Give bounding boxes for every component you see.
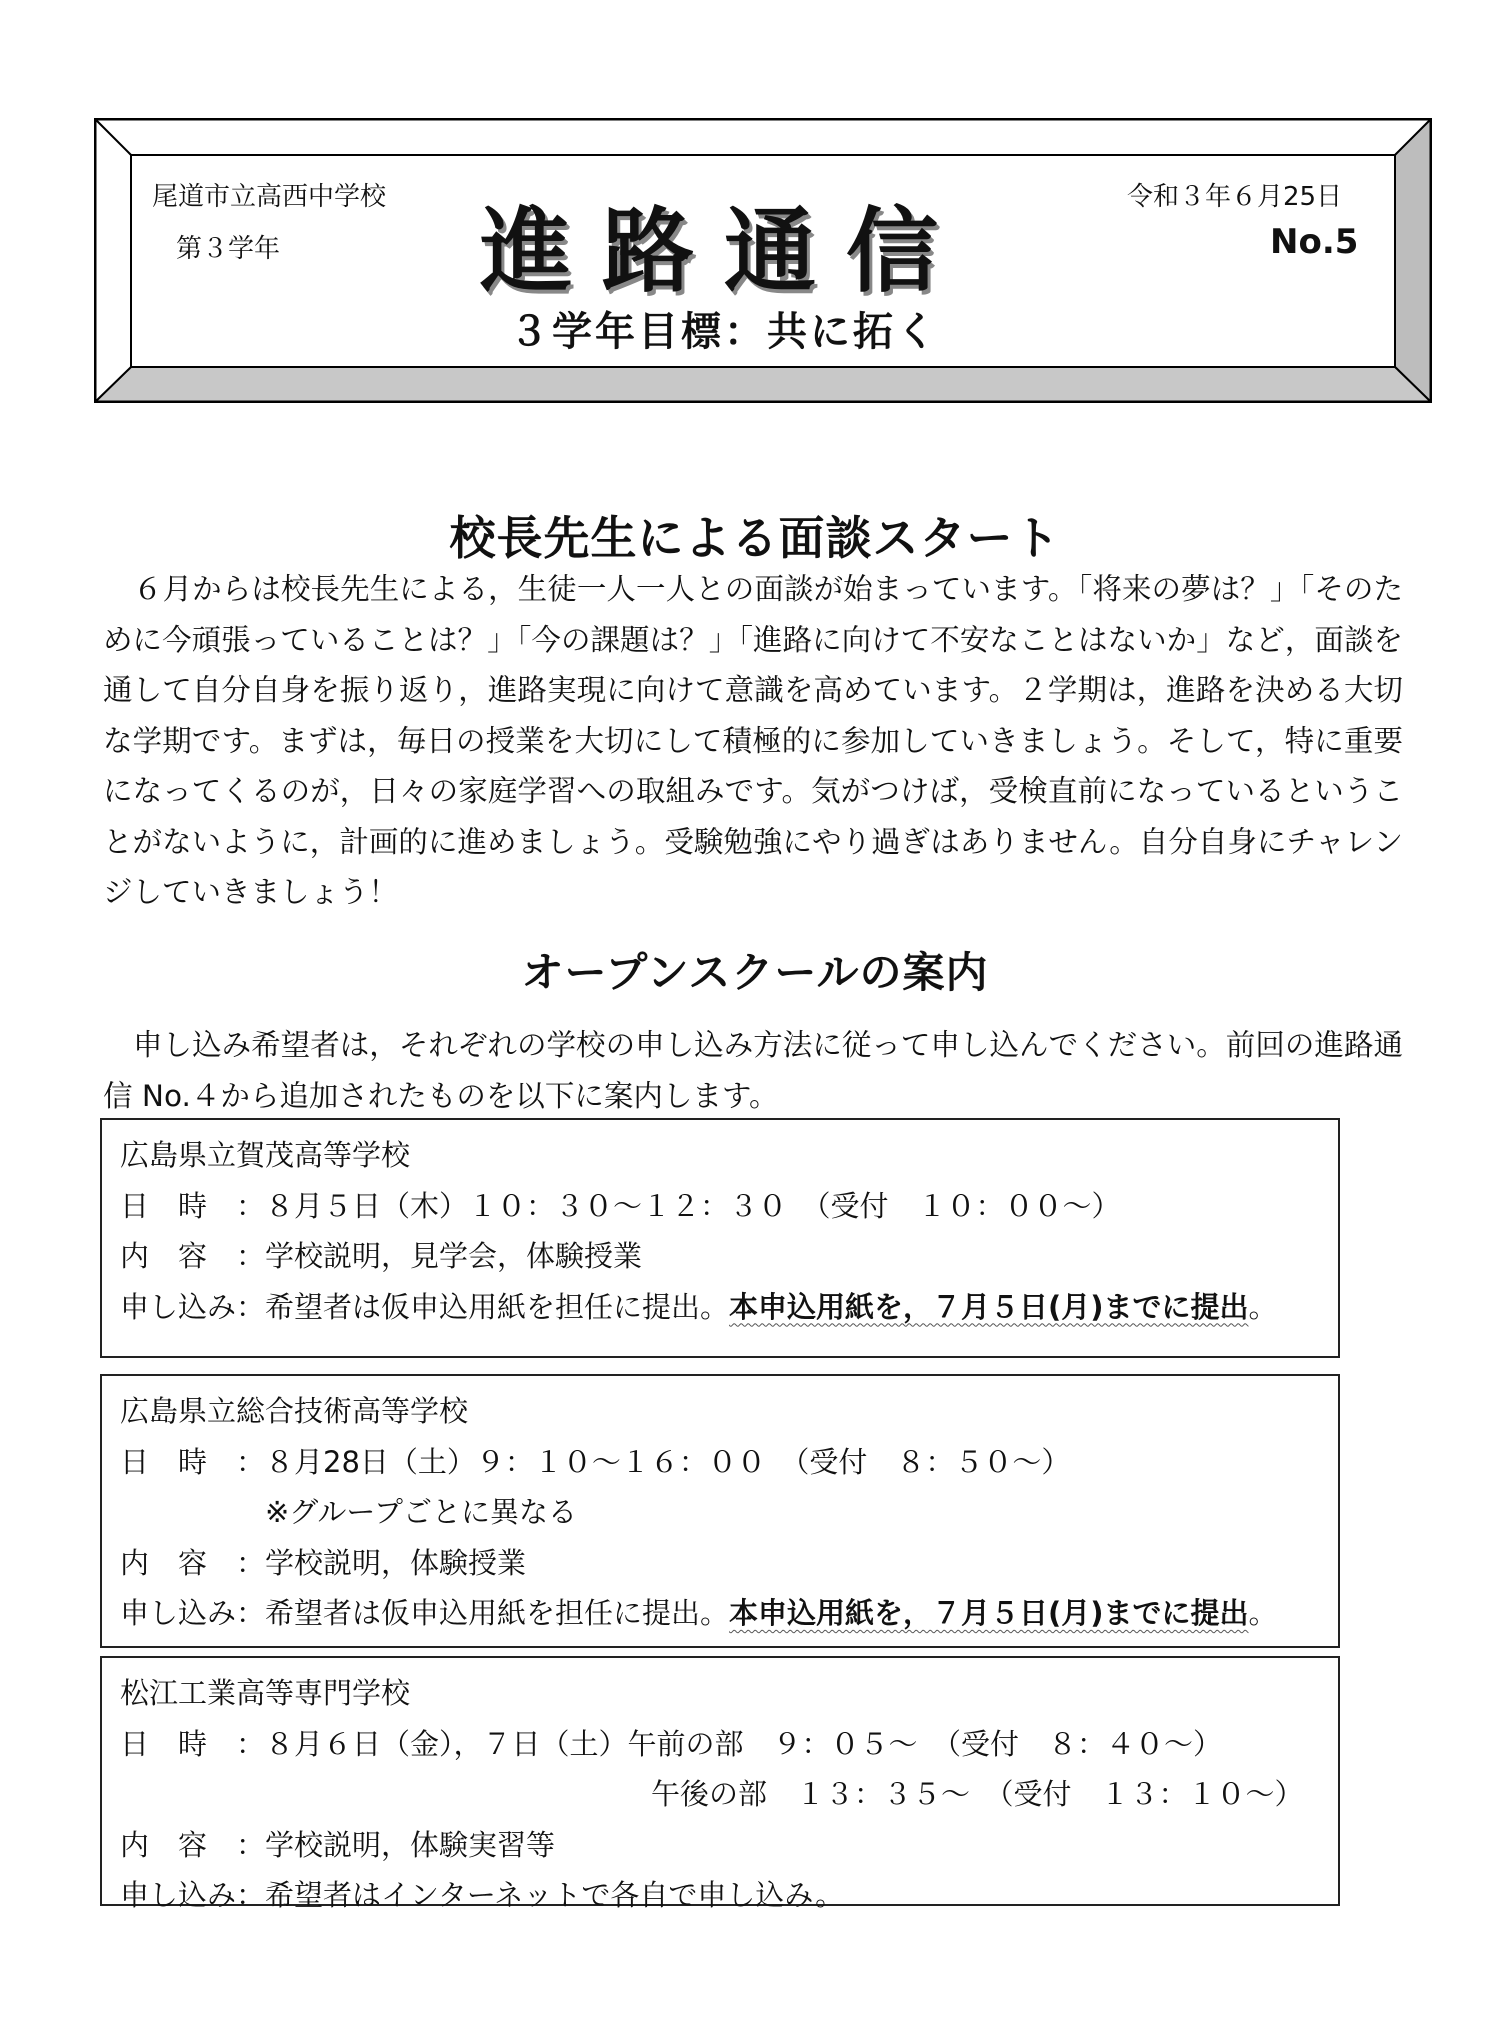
apply-row xyxy=(120,1282,1338,1333)
datetime-label: 日 時 ： xyxy=(120,1444,266,1479)
article-heading-interview: 校長先生による面談スタート xyxy=(449,511,1061,565)
content-label: 内 容 ： xyxy=(120,1545,266,1580)
datetime-label: 日 時 ： xyxy=(120,1188,266,1223)
apply-row xyxy=(120,1588,1338,1639)
datetime-note: ※グループごとに異なる xyxy=(265,1495,577,1529)
apply-row xyxy=(120,1870,1338,1921)
apply-deadline: 本申込用紙を，７月５日(月)までに提出 xyxy=(729,1289,1249,1324)
datetime-row xyxy=(120,1181,1338,1232)
article-body-interview: ６月からは校長先生による，生徒一人一人との面談が始まっています。「将来の夢は？」「そのために今頑張っていることは？」「今の課題は？」「進路に向けて不安なことはないか」など，面談を通して自分自身を振り返り，進路実現に向けて意識を高めています。２学期は，進路を決める大切な学期です。まずは，毎日の授業を大切にして積極的に参加していきましょう。そして，特に重要になってくるのが，日々の家庭学習への取組みです。気がつけば，受検直前になっているということがないように，計画的に進めましょう。受験勉強にやり過ぎはありません。自分自身にチャレンジしていきましょう！ xyxy=(103,572,1404,909)
datetime-value: ８月28日（土）９：１０～１６：００ （受付 ８：５０～） xyxy=(265,1444,1071,1479)
apply-deadline: 本申込用紙を，７月５日(月)までに提出 xyxy=(729,1596,1249,1630)
content-row xyxy=(120,1820,1338,1871)
datetime-value: ８月５日（木）１０：３０～１２：３０ （受付 １０：００～） xyxy=(265,1188,1121,1223)
datetime-label: 日 時 ： xyxy=(120,1726,266,1761)
school-info-box xyxy=(100,1656,1340,1912)
article-body-open-school: 申し込み希望者は，それぞれの学校の申し込み方法に従って申し込んでください。前回の進路通信 No.４から追加されたものを以下に案内します。 xyxy=(103,1028,1403,1113)
title-wrap xyxy=(274,178,1174,310)
content-value: 学校説明，体験実習等 xyxy=(265,1827,556,1862)
grade-label: 第３学年 xyxy=(176,234,281,264)
content-row xyxy=(120,1538,1338,1589)
goal-wrap xyxy=(274,300,1174,357)
apply-label: 申し込み： xyxy=(120,1878,266,1912)
apply-end: 。 xyxy=(1248,1289,1278,1324)
school-info-box xyxy=(100,1118,1340,1358)
apply-text: 希望者は仮申込用紙を担任に提出。 xyxy=(265,1289,730,1324)
apply-label: 申し込み： xyxy=(120,1289,266,1324)
datetime-row xyxy=(120,1719,1338,1770)
content-row xyxy=(120,1231,1338,1282)
content-value: 学校説明，体験授業 xyxy=(265,1545,527,1580)
issue-number: No.5 xyxy=(1270,222,1359,262)
content-value: 学校説明，見学会，体験授業 xyxy=(265,1239,643,1273)
datetime-row xyxy=(120,1437,1338,1488)
apply-end: 。 xyxy=(1248,1596,1278,1630)
apply-value xyxy=(265,1588,1278,1639)
content-label: 内 容 ： xyxy=(120,1239,266,1273)
school-info-box xyxy=(100,1374,1340,1648)
apply-text: 希望者は仮申込用紙を担任に提出。 xyxy=(265,1596,730,1630)
apply-value: 希望者はインターネットで各自で申し込み。 xyxy=(265,1878,845,1912)
school-name: 尾道市立高西中学校 xyxy=(152,182,387,212)
datetime-afternoon: 午後の部 １３：３５～ （受付 １３：１０～） xyxy=(651,1777,1304,1811)
issue-date: 令和３年６月25日 xyxy=(1127,182,1343,212)
grade-goal: ３学年目標：共に拓く xyxy=(509,309,939,355)
school-name: 広島県立賀茂高等学校 xyxy=(120,1138,411,1172)
article-heading-open-school: オープンスクールの案内 xyxy=(521,948,989,997)
apply-label: 申し込み： xyxy=(120,1596,266,1630)
newsletter-title: 進路通信 xyxy=(479,198,968,305)
content-label: 内 容 ： xyxy=(120,1827,266,1862)
school-name: 広島県立総合技術高等学校 xyxy=(120,1394,469,1428)
school-name: 松江工業高等専門学校 xyxy=(120,1676,411,1710)
apply-value xyxy=(265,1282,1278,1333)
datetime-value: ８月６日（金），７日（土）午前の部 ９：０５～ （受付 ８：４０～） xyxy=(265,1726,1223,1761)
newsletter-header xyxy=(94,118,1432,403)
